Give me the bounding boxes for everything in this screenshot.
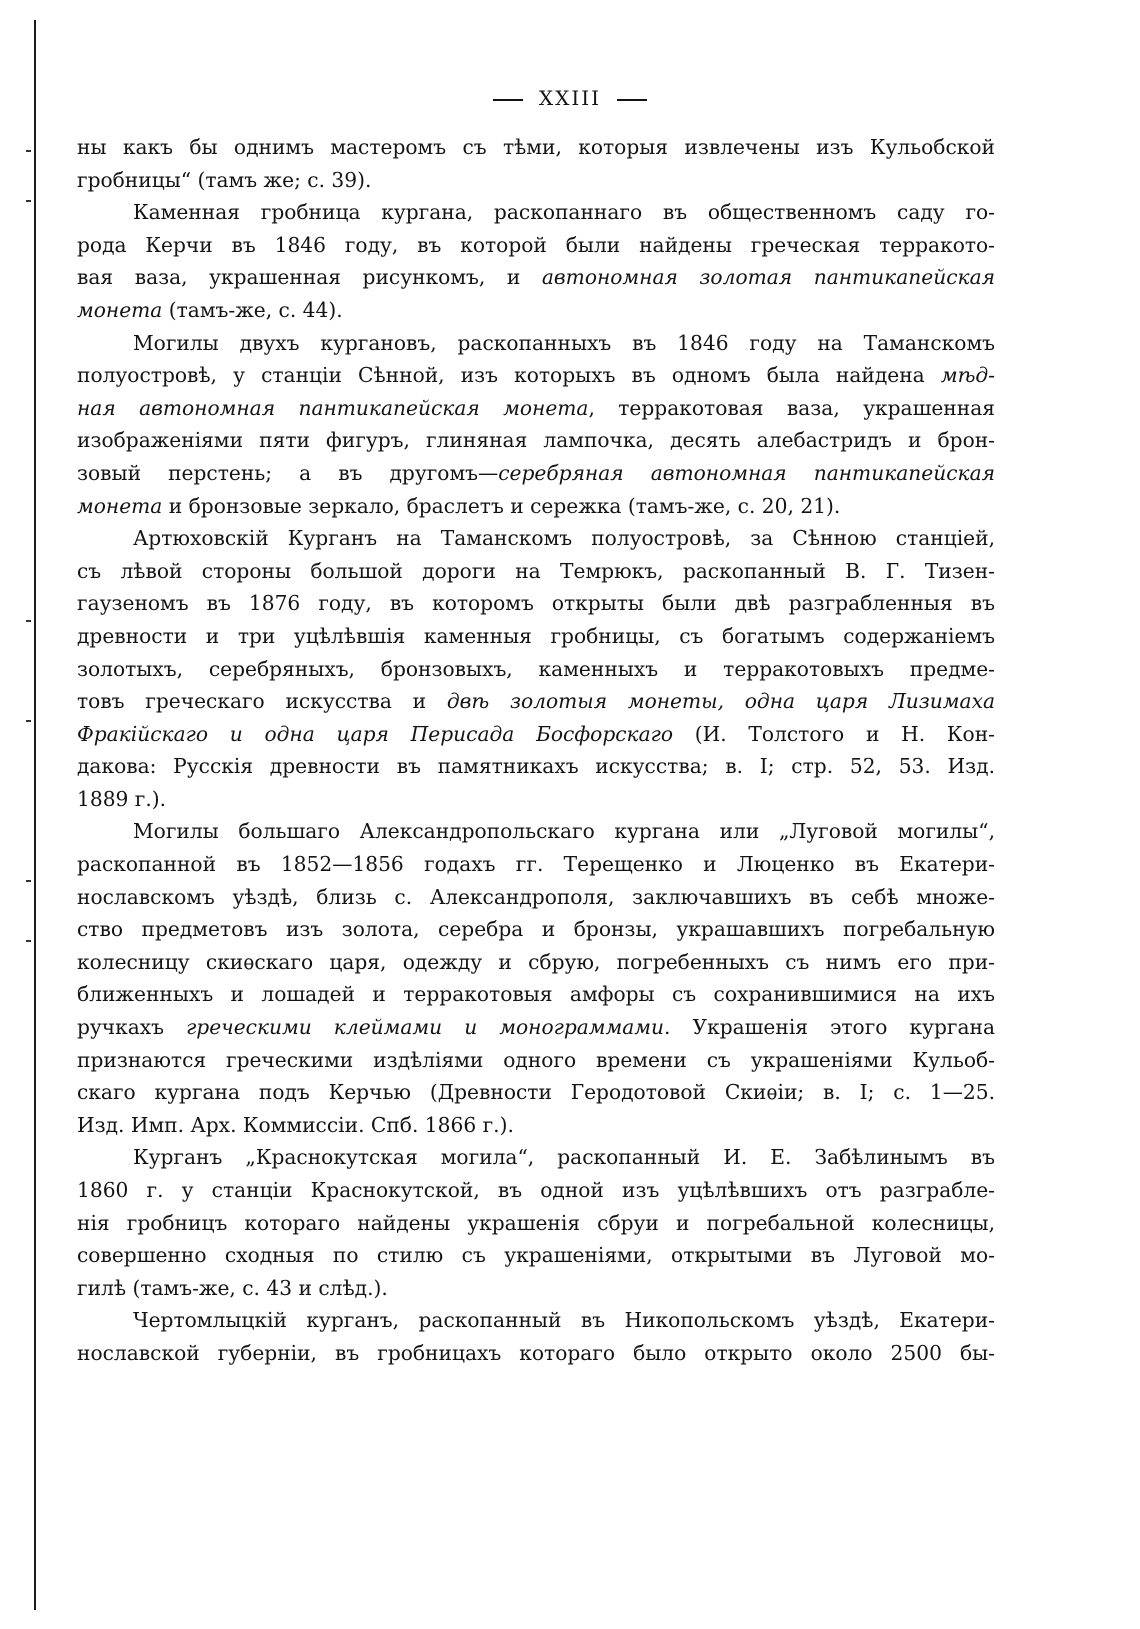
text-segment: полуостровѣ, у станціи Сѣнной, изъ которыхъ въ одномъ была найдена — [77, 363, 941, 388]
text-line — [77, 1076, 995, 1109]
text-segment: рода Керчи въ 1846 году, въ которой были найдены греческая терракото- — [77, 232, 995, 257]
text-line — [77, 1141, 995, 1174]
text-line — [77, 359, 995, 392]
text-line — [77, 620, 995, 653]
text-segment: зовый перстень; а въ другомъ— — [77, 460, 499, 485]
text-segment: нославской губерніи, въ гробницахъ котораго было открыто около 2500 бы- — [77, 1340, 995, 1365]
italic-text: серебряная автономная пантикапейская — [498, 460, 995, 485]
header-dash-right — [617, 99, 647, 101]
italic-text: двѣ золотыя монеты, одна царя Лизимаха — [446, 689, 995, 714]
text-segment: скаго кургана подъ Керчью (Древности Геродотовой Скиѳіи; в. I; с. 1—25. — [77, 1080, 995, 1105]
binding-mark — [26, 880, 31, 882]
binding-mark — [26, 620, 31, 622]
text-segment: дакова: Русскія древности въ памятникахъ искусства; в. I; стр. 52, 53. Изд. — [77, 754, 995, 779]
text-segment: 1889 г.). — [77, 786, 167, 811]
text-segment: (тамъ-же, с. 44). — [162, 297, 343, 322]
body-text — [77, 131, 995, 1370]
text-line — [77, 327, 995, 360]
text-line — [77, 848, 995, 881]
text-line — [77, 196, 995, 229]
text-segment: Изд. Имп. Арх. Коммиссіи. Спб. 1866 г.). — [77, 1112, 514, 1137]
binding-edge — [28, 20, 42, 1610]
binding-mark — [26, 200, 31, 202]
text-line — [77, 783, 995, 816]
text-segment: . Украшенія этого кургана — [664, 1015, 995, 1040]
text-line — [77, 653, 995, 686]
text-line — [77, 490, 995, 523]
text-segment: 1860 г. у станціи Краснокутской, въ одной изъ уцѣлѣвшихъ отъ разграбле- — [77, 1178, 995, 1202]
text-line — [77, 131, 995, 164]
text-segment: (И. Толстого и Н. Кон- — [673, 721, 995, 746]
text-line — [77, 1109, 995, 1142]
text-segment: совершенно сходныя по стилю съ украшеніями, открытыми въ Луговой мо- — [77, 1243, 995, 1268]
page-number: XXIII — [538, 86, 602, 110]
italic-text: мѣд- — [940, 363, 995, 388]
binding-mark — [26, 720, 31, 722]
header-dash-left — [493, 99, 523, 101]
text-line — [77, 1337, 995, 1370]
text-segment: нославскомъ уѣздѣ, близь с. Александрополя, заключавшихъ въ себѣ множе- — [77, 884, 995, 909]
text-segment: гаузеномъ въ 1876 году, въ которомъ открыты были двѣ разграбленныя въ — [77, 591, 995, 616]
text-line — [77, 1011, 995, 1044]
text-segment: Артюховскій Курганъ на Таманскомъ полуостровѣ, за Сѣнною станціей, — [133, 526, 995, 551]
text-segment: товъ греческаго искусства и — [77, 689, 447, 714]
text-segment: раскопанной въ 1852—1856 годахъ гг. Терещенко и Люценко въ Екатери- — [77, 852, 995, 877]
page-header — [0, 86, 1140, 110]
text-line — [77, 424, 995, 457]
text-segment: нія гробницъ котораго найдены украшенія сбруи и погребальной колесницы, — [77, 1210, 995, 1235]
text-segment: золотыхъ, серебряныхъ, бронзовыхъ, каменныхъ и терракотовыхъ предме- — [77, 656, 995, 681]
text-line — [77, 978, 995, 1011]
text-segment: Каменная гробница кургана, раскопаннаго въ общественномъ саду го- — [133, 200, 995, 225]
text-line — [77, 392, 995, 425]
text-segment: гилѣ (тамъ-же, с. 43 и слѣд.). — [77, 1275, 388, 1300]
text-line — [77, 946, 995, 979]
text-segment: ручкахъ — [77, 1015, 187, 1040]
text-segment: колесницу скиѳскаго царя, одежду и сбрую, погребенныхъ съ нимъ его при- — [77, 949, 995, 974]
text-line — [77, 555, 995, 588]
text-line — [77, 587, 995, 620]
italic-text: ная автономная пантикапейская монета — [77, 395, 589, 420]
italic-text: греческими клеймами и монограммами — [186, 1015, 665, 1040]
text-segment: ство предметовъ изъ золота, серебра и бронзы, украшавшихъ погребальную — [77, 917, 995, 942]
text-line — [77, 750, 995, 783]
text-segment: гробницы“ (тамъ же; с. 39). — [77, 167, 372, 192]
text-line — [77, 1044, 995, 1077]
italic-text: монета — [77, 297, 163, 322]
text-line — [77, 229, 995, 262]
text-line — [77, 522, 995, 555]
text-segment: Чертомлыцкій курганъ, раскопанный въ Никопольскомъ уѣздѣ, Екатери- — [133, 1308, 995, 1333]
text-segment: Могилы двухъ кургановъ, раскопанныхъ въ 1846 году на Таманскомъ — [133, 330, 995, 355]
text-segment: ближенныхъ и лошадей и терракотовыя амфоры съ сохранившимися на ихъ — [77, 982, 995, 1007]
text-segment: вая ваза, украшенная рисункомъ, и — [77, 265, 542, 290]
text-line — [77, 164, 995, 197]
text-segment: и бронзовые зеркало, браслетъ и сережка (тамъ-же, с. 20, 21). — [162, 493, 841, 518]
text-segment: древности и три уцѣлѣвшія каменныя гробницы, съ богатымъ содержаніемъ — [77, 623, 995, 648]
text-segment: признаются греческими издѣліями одного времени съ украшеніями Кульоб- — [77, 1047, 995, 1072]
italic-text: автономная золотая пантикапейская — [541, 265, 995, 290]
text-line — [77, 1174, 995, 1207]
text-line — [77, 685, 995, 718]
text-line — [77, 1239, 995, 1272]
text-line — [77, 913, 995, 946]
text-segment: Могилы большаго Александропольскаго кургана или „Луговой могилы“, — [133, 819, 995, 844]
binding-line — [34, 20, 36, 1610]
binding-mark — [26, 940, 31, 942]
text-line — [77, 718, 995, 751]
text-line — [77, 881, 995, 914]
text-segment: , терракотовая ваза, украшенная — [588, 395, 995, 420]
text-line — [77, 815, 995, 848]
text-line — [77, 1304, 995, 1337]
binding-mark — [26, 150, 31, 152]
text-line — [77, 457, 995, 490]
text-line — [77, 261, 995, 294]
text-line — [77, 1272, 995, 1305]
text-line — [77, 294, 995, 327]
text-segment: изображеніями пяти фигуръ, глиняная лампочка, десять алебастридъ и брон- — [77, 428, 995, 453]
text-segment: Курганъ „Краснокутская могила“, раскопанный И. Е. Забѣлинымъ въ — [133, 1145, 995, 1170]
italic-text: Фракійскаго и одна царя Перисада Босфорскаго — [77, 721, 673, 746]
text-segment: ны какъ бы однимъ мастеромъ съ тѣми, которыя извлечены изъ Кульобской — [77, 135, 995, 159]
text-line — [77, 1207, 995, 1240]
text-segment: съ лѣвой стороны большой дороги на Темрюкъ, раскопанный В. Г. Тизен- — [77, 558, 995, 583]
italic-text: монета — [77, 493, 163, 518]
